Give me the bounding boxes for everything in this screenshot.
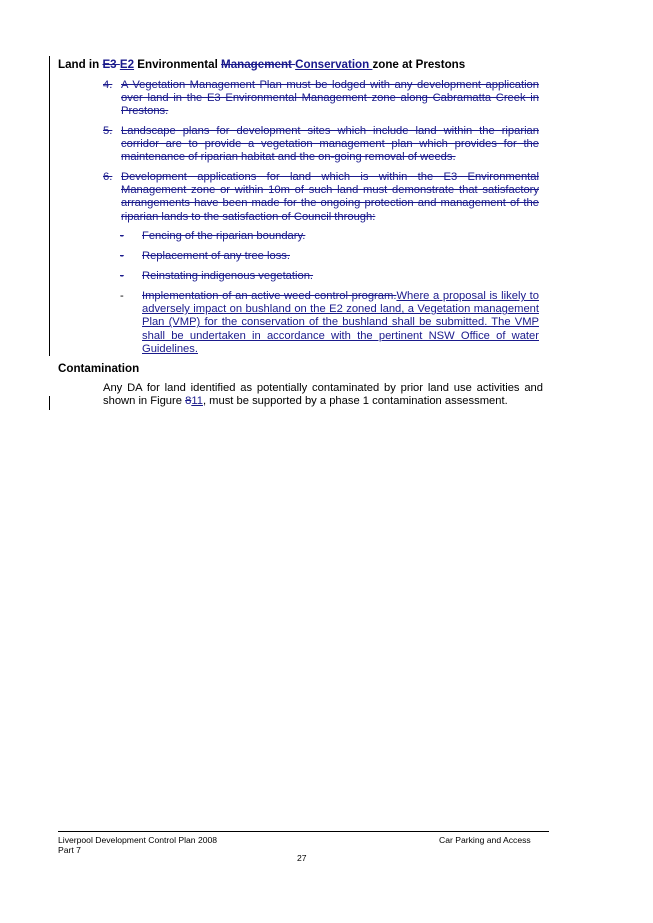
- change-bar-top: [49, 56, 50, 356]
- para-before: Any DA for land identified as potentially contaminated by prior land use activities and shown in Figure: [103, 382, 543, 408]
- bullet-vmp: [120, 290, 539, 356]
- bullet-text: Reinstating indigenous vegetation.: [142, 270, 314, 282]
- heading-mid: Environmental: [134, 58, 222, 71]
- deleted-figure-number: 8: [185, 395, 192, 408]
- inserted-zone-code: E2: [119, 58, 135, 71]
- change-bar-bottom: [49, 396, 50, 410]
- heading-suffix: zone at Prestons: [372, 58, 466, 71]
- item-text: Development applications for land which is within the E3 Environmental Management zone or within 10m of such land must demonstrate that satisfactory arrangements have been made for the ongoing protection and management of the riparian lands to the satisfaction of Council through:: [121, 171, 539, 223]
- bullet-dash: -: [120, 270, 124, 282]
- bullet-reinstating: [120, 270, 539, 283]
- inserted-vmp-text: Where a proposal is likely to adversely impact on bushland on the E2 zoned land, a Vegetation management Plan (VMP) for the conservation of the bushland shall be submitted. The VMP shall be undertaken in accordance with the pertinent NSW Office of water Guidelines.: [142, 290, 540, 355]
- footer-part: Part 7: [58, 845, 81, 855]
- bullet-text: [142, 290, 539, 356]
- bullet-fencing: [120, 230, 539, 243]
- contamination-paragraph: [103, 382, 543, 408]
- deleted-weed-control: Implementation of an active weed control program.: [142, 290, 397, 302]
- item-number: 6.: [103, 171, 113, 183]
- footer-document-title: Liverpool Development Control Plan 2008: [58, 835, 218, 845]
- footer-rule: [58, 831, 549, 832]
- bullet-dash: -: [120, 250, 124, 262]
- bullet-replacement: [120, 250, 539, 263]
- item-text: Landscape plans for development sites which include land within the riparian corridor are to provide a vegetation management plan which provides for the maintenance of riparian habitat and the on-going removal of weeds.: [121, 125, 539, 164]
- bullet-text: Replacement of any tree loss.: [142, 250, 290, 262]
- heading-prefix: Land in: [58, 58, 103, 71]
- deleted-word-management: Management: [221, 58, 296, 71]
- deleted-zone-code: E3: [102, 58, 120, 71]
- inserted-figure-number: 11: [191, 395, 203, 408]
- page-number: 27: [297, 853, 307, 863]
- bullet-dash: -: [120, 290, 124, 302]
- section-heading-contamination: Contamination: [58, 362, 140, 375]
- para-after: , must be supported by a phase 1 contamination assessment.: [202, 395, 508, 408]
- item-text: A Vegetation Management Plan must be lodged with any development application over land in the E3 Environmental Management zone along Cabramatta Creek in Prestons.: [121, 79, 539, 118]
- list-item-5: [103, 125, 539, 165]
- bullet-text: Fencing of the riparian boundary.: [142, 230, 306, 242]
- list-item-6: [103, 171, 539, 224]
- footer-section-title: Car Parking and Access: [439, 835, 531, 845]
- list-item-4: [103, 79, 539, 119]
- inserted-word-conservation: Conservation: [295, 58, 373, 71]
- item-number: 5.: [103, 125, 113, 137]
- footer-left: [58, 835, 217, 855]
- item-number: 4.: [103, 79, 113, 91]
- bullet-dash: -: [120, 230, 124, 242]
- section-heading-prestons: [58, 58, 465, 71]
